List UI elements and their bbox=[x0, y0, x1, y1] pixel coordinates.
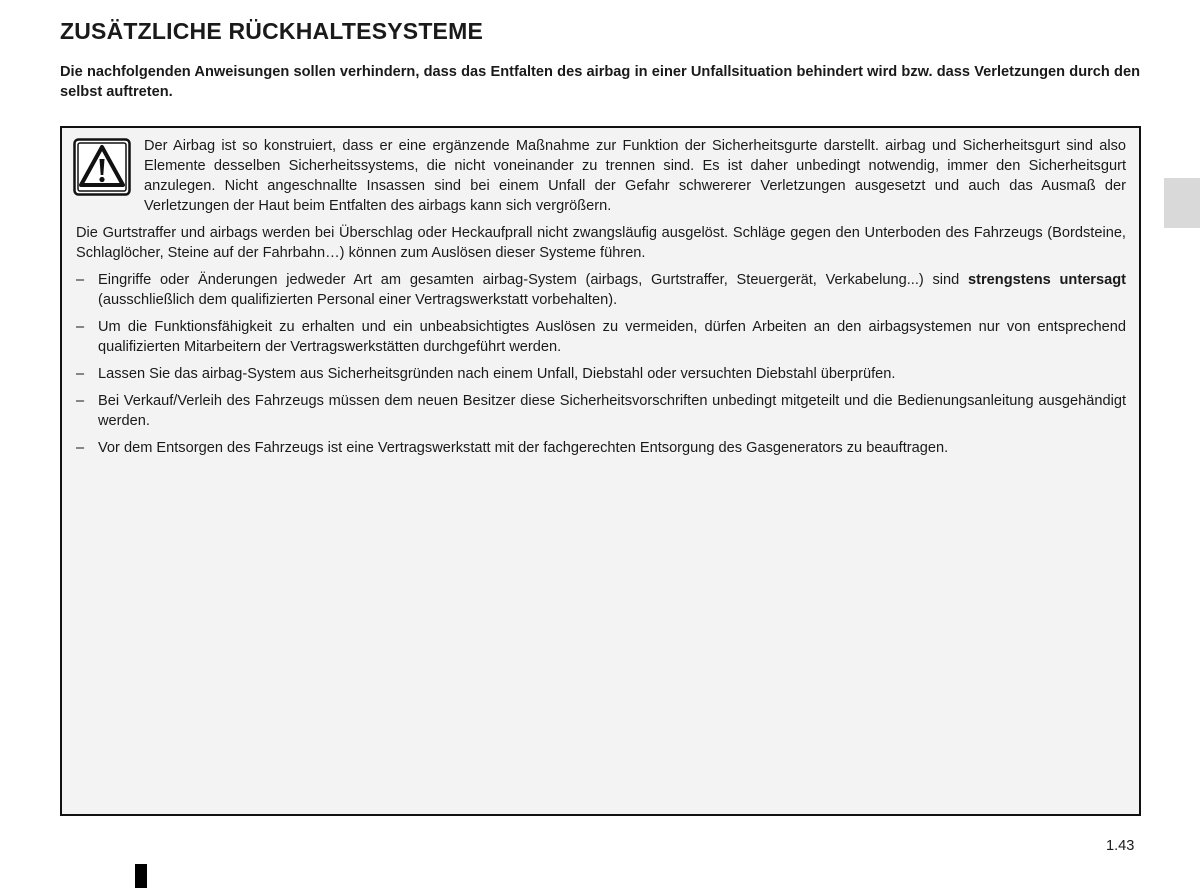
warning-bullet-list bbox=[76, 270, 1126, 465]
bullet-3-text: Lassen Sie das airbag-System aus Sicherheitsgründen nach einem Unfall, Diebstahl oder versuchten Diebstahl überprüfen. bbox=[98, 366, 896, 382]
warning-paragraph-1: Der Airbag ist so konstruiert, dass er eine ergänzende Maßnahme zur Funktion der Sicherheitsgurte darstellt. airbag und Sicherheitsgurt sind also Elemente desselben Sicherheitssystems, die nicht voneinander zu trennen sind. Es ist daher unbedingt notwendig, immer den Sicherheitsgurt anzulegen. Nicht angeschnallte Insassen sind bei einem Unfall der Gefahr schwererer Verletzungen ausgesetzt und auch das Ausmaß der Verletzungen der Haut beim Entfalten des airbags kann sich vergrößern. bbox=[144, 138, 1126, 214]
page-title: ZUSÄTZLICHE RÜCKHALTESYSTEME bbox=[60, 18, 484, 44]
bullet-5-text: Vor dem Entsorgen des Fahrzeugs ist eine Vertragswerkstatt mit der fachgerechten Entsorgung des Gasgenerators zu beauftragen. bbox=[98, 440, 949, 456]
list-item bbox=[76, 364, 1126, 384]
list-item bbox=[76, 438, 1126, 458]
list-item bbox=[76, 270, 1126, 310]
bullet-dash: – bbox=[76, 366, 85, 382]
warning-box bbox=[60, 126, 1141, 816]
bullet-dash: – bbox=[76, 319, 85, 335]
chapter-tab-marker bbox=[1164, 178, 1200, 228]
intro-paragraph: Die nachfolgenden Anweisungen sollen verhindern, dass das Entfalten des airbag in einer Unfallsituation behindert wird bzw. dass Verletzungen durch den selbst auftreten. bbox=[60, 64, 1140, 100]
list-item bbox=[76, 317, 1126, 357]
warning-triangle-icon bbox=[73, 138, 131, 196]
page-number: 1.43 bbox=[1106, 838, 1135, 854]
print-crop-mark bbox=[135, 864, 147, 888]
list-item bbox=[76, 391, 1126, 431]
bullet-1-text: Eingriffe oder Änderungen jedweder Art am gesamten airbag-System (airbags, Gurtstraffer, Steuergerät, Verkabelung...) sind bbox=[98, 272, 969, 288]
bullet-1-emphasis: strengstens untersagt bbox=[968, 272, 1126, 288]
bullet-dash: – bbox=[76, 393, 85, 409]
warning-paragraph-2: Die Gurtstraffer und airbags werden bei Überschlag oder Heckaufprall nicht zwangsläufig ausgelöst. Schläge gegen den Unterboden des Fahrzeugs (Bordsteine, Schlaglöcher, Steine auf der Fahrbahn…) können zum Auslösen dieser Systeme führen. bbox=[76, 225, 1126, 261]
bullet-2-text: Um die Funktionsfähigkeit zu erhalten und ein unbeabsichtigtes Auslösen zu vermeiden, dürfen Arbeiten an den airbagsystemen nur von entsprechend qualifizierten Mitarbeitern der Vertragswerkstätten durchgeführt werden. bbox=[98, 319, 1126, 355]
bullet-1-text-end: (ausschließlich dem qualifizierten Personal einer Vertragswerkstatt vorbehalten). bbox=[98, 292, 618, 308]
bullet-dash: – bbox=[76, 272, 85, 288]
bullet-4-text: Bei Verkauf/Verleih des Fahrzeugs müssen dem neuen Besitzer diese Sicherheitsvorschriften unbedingt mitgeteilt und die Bedienungsanleitung ausgehändigt werden. bbox=[98, 393, 1126, 429]
bullet-dash: – bbox=[76, 440, 85, 456]
